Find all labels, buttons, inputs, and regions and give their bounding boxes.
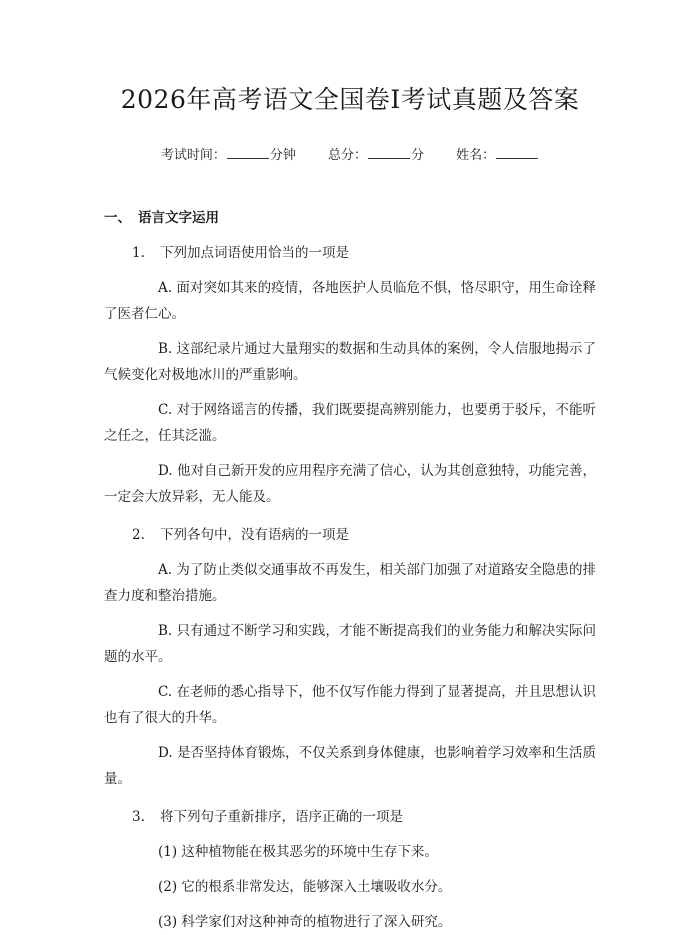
name-blank[interactable]: [496, 144, 538, 159]
q1-option-c: C. 对于网络谣言的传播，我们既要提高辨别能力，也要勇于驳斥，不能听之任之，任其泛滥。: [104, 402, 596, 444]
question-number: 1.: [132, 245, 145, 261]
section-heading: [104, 208, 596, 228]
section-number: 一、: [104, 210, 131, 226]
score-unit: 分: [411, 148, 425, 163]
q2-option-c: C. 在老师的悉心指导下，他不仅写作能力得到了显著提高，并且思想认识也有了很大的升华。: [104, 684, 596, 726]
question-stem: 下列各句中，没有语病的一项是: [160, 527, 349, 543]
exam-meta: [104, 144, 596, 166]
q3-sentence-1: (1) 这种植物能在极其恶劣的环境中生存下来。: [158, 844, 438, 860]
time-blank[interactable]: [227, 144, 269, 159]
time-field: [161, 148, 300, 163]
q3-sentence-2: (2) 它的根系非常发达，能够深入土壤吸收水分。: [158, 879, 452, 895]
q2-option-d: D. 是否坚持体育锻炼，不仅关系到身体健康，也影响着学习效率和生活质量。: [104, 745, 596, 787]
question-2: [104, 522, 596, 548]
name-field: [456, 148, 539, 163]
q2-option-b: B. 只有通过不断学习和实践，才能不断提高我们的业务能力和解决实际问题的水平。: [104, 623, 596, 665]
question-number: 2.: [132, 527, 145, 543]
question-3: [104, 804, 596, 830]
q1-option-d: D. 他对自己新开发的应用程序充满了信心，认为其创意独特，功能完善，一定会大放异彩，无人能及。: [104, 463, 596, 505]
time-unit: 分钟: [269, 148, 296, 163]
question-stem: 将下列句子重新排序，语序正确的一项是: [160, 809, 403, 825]
q2-option-a: A. 为了防止类似交通事故不再发生，相关部门加强了对道路安全隐患的排查力度和整治措施。: [104, 562, 596, 604]
question-stem: 下列加点词语使用恰当的一项是: [160, 245, 349, 261]
score-field: [328, 148, 428, 163]
section-title: 语言文字运用: [138, 210, 219, 226]
time-label: 考试时间：: [160, 148, 226, 163]
q1-option-b: B. 这部纪录片通过大量翔实的数据和生动具体的案例，令人信服地揭示了气候变化对极地冰川的严重影响。: [104, 341, 596, 383]
question-number: 3.: [132, 809, 145, 825]
page-title: 2026年高考语文全国卷Ⅰ考试真题及答案: [120, 85, 580, 114]
q1-option-a: A. 面对突如其来的疫情，各地医护人员临危不惧，恪尽职守，用生命诠释了医者仁心。: [104, 280, 596, 322]
q3-sentence-3: (3) 科学家们对这种神奇的植物进行了深入研究。: [158, 914, 452, 930]
score-blank[interactable]: [368, 144, 410, 159]
score-label: 总分：: [327, 148, 367, 163]
name-label: 姓名：: [456, 148, 496, 163]
question-1: [104, 240, 596, 266]
